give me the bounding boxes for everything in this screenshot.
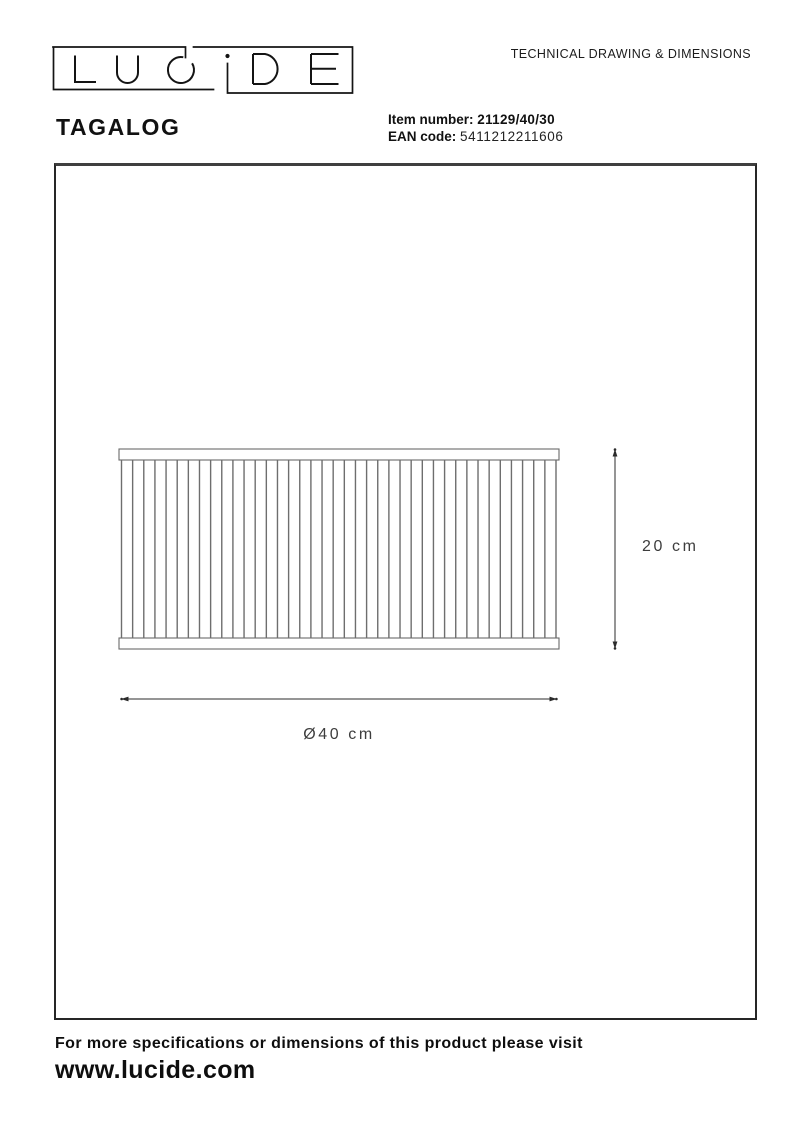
logo-letter-D xyxy=(253,54,278,84)
logo-box-outline xyxy=(53,47,353,93)
footer-note: For more specifications or dimensions of this product please visit xyxy=(55,1035,583,1052)
logo-letter-C xyxy=(168,57,194,83)
logo-letter-U xyxy=(117,56,138,84)
item-info xyxy=(388,111,563,145)
width-dimension xyxy=(120,697,557,702)
lucide-logo xyxy=(50,38,362,100)
product-name: TAGALOG xyxy=(56,114,181,140)
ean-code-row xyxy=(388,128,563,145)
item-number-row xyxy=(388,111,563,128)
drawing-frame xyxy=(54,163,757,1020)
ean-code-label: EAN code: xyxy=(388,129,457,144)
height-dimension xyxy=(613,448,618,649)
logo-letter-E xyxy=(311,54,339,84)
logo-letter-I-dot xyxy=(225,54,229,58)
width-dimension-label: Ø40 cm xyxy=(303,726,375,743)
document-title: TECHNICAL DRAWING & DIMENSIONS xyxy=(510,47,751,61)
fixture-drawing xyxy=(56,166,755,1018)
fixture-top-band xyxy=(119,449,559,460)
ean-code-value: 5411212211606 xyxy=(460,129,564,144)
logo-letter-L xyxy=(75,56,96,83)
item-number-label: Item number: xyxy=(388,112,474,127)
item-number-value: 21129/40/30 xyxy=(477,112,555,127)
height-dimension-label: 20 cm xyxy=(642,538,699,555)
fixture-ribs xyxy=(122,460,557,638)
website-link[interactable]: www.lucide.com xyxy=(55,1056,256,1084)
fixture-bottom-band xyxy=(119,638,559,649)
